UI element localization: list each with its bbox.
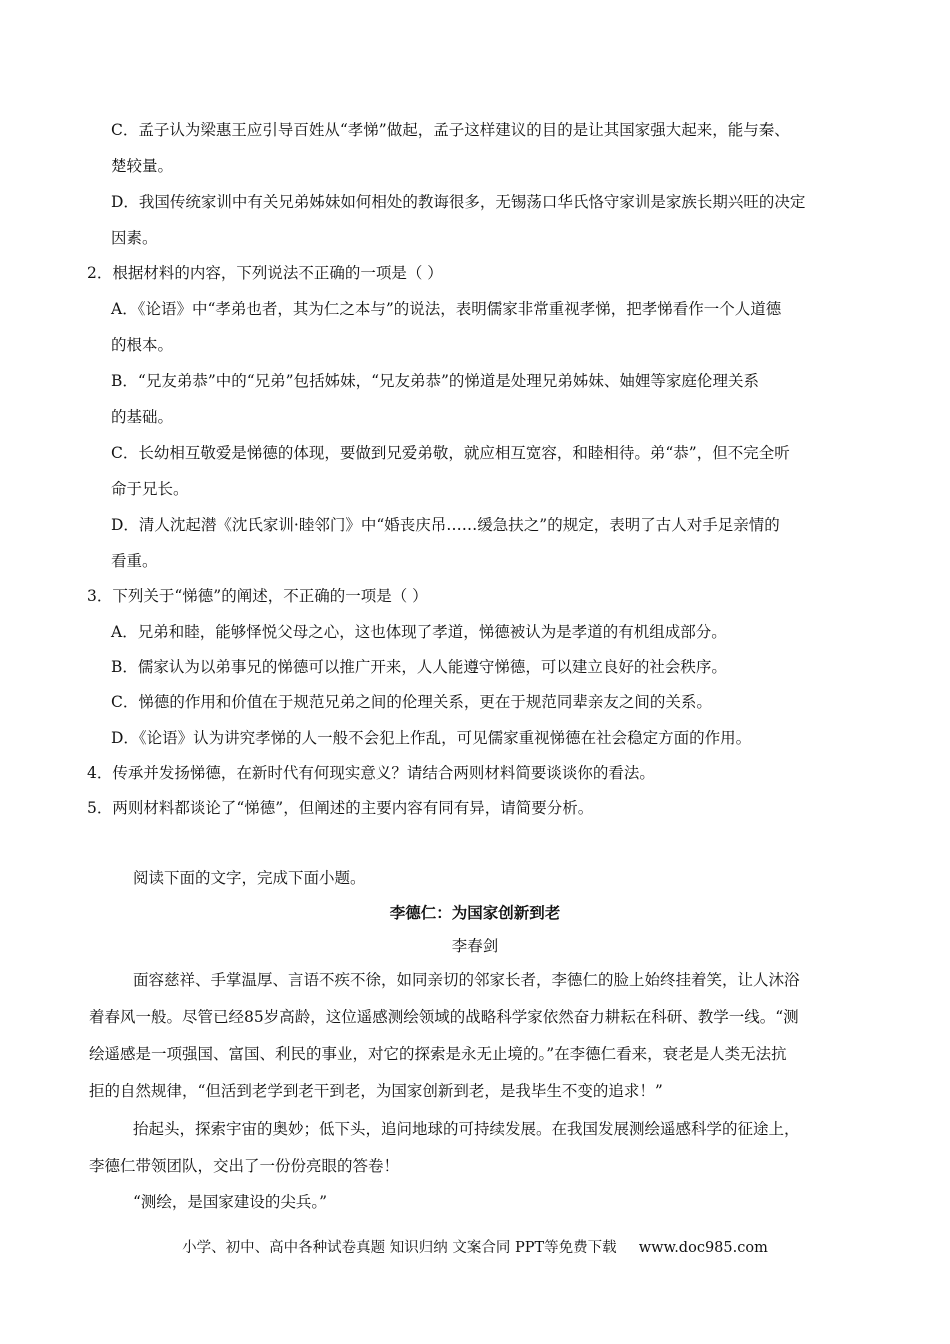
paragraph-1-line-3: 绘遥感是一项强国、富国、利民的事业，对它的探索是永无止境的。”在李德仁看来，衰老是人类无法抗 — [89, 1045, 787, 1063]
paragraph-1-line-2: 着春风一般。尽管已经85岁高龄，这位遥感测绘领域的战略科学家依然奋力耕耘在科研、教学一线。“测 — [89, 1008, 799, 1026]
q1-option-c-cont: 楚较量。 — [111, 157, 174, 175]
q3-stem: 3．下列关于“悌德”的阐述，不正确的一项是（ ） — [87, 587, 428, 605]
article-title: 李德仁：为国家创新到老 — [389, 903, 561, 922]
q2-option-c: C．长幼相互敬爱是悌德的体现，要做到兄爱弟敬，就应相互宽容，和睦相待。弟“恭”，但不完全听 — [111, 444, 790, 462]
q2-stem: 2．根据材料的内容，下列说法不正确的一项是（ ） — [87, 264, 443, 282]
paragraph-2-line-2: 李德仁带领团队，交出了一份份亮眼的答卷！ — [89, 1157, 400, 1175]
q2-option-b: B．“兄友弟恭”中的“兄弟”包括姊妹，“兄友弟恭”的悌道是处理兄弟姊妹、妯娌等家庭伦理关系 — [111, 372, 759, 390]
paragraph-2-line-1: 抬起头，探索宇宙的奥妙；低下头，追问地球的可持续发展。在我国发展测绘遥感科学的征途上， — [133, 1120, 800, 1138]
q3-option-a: A．兄弟和睦，能够怿悦父母之心，这也体现了孝道，悌德被认为是孝道的有机组成部分。 — [111, 623, 727, 641]
q1-option-d: D．我国传统家训中有关兄弟姊妹如何相处的教诲很多，无锡荡口华氏恪守家训是家族长期兴旺的决定 — [111, 193, 806, 211]
page-footer — [0, 1236, 950, 1257]
paragraph-3-line-1: “测绘，是国家建设的尖兵。” — [133, 1193, 328, 1211]
article-author: 李春剑 — [451, 937, 499, 955]
q1-option-c: C．孟子认为梁惠王应引导百姓从“孝悌”做起，孟子这样建议的目的是让其国家强大起来，能与秦、 — [111, 121, 790, 139]
q3-option-c: C．悌德的作用和价值在于规范兄弟之间的伦理关系，更在于规范同辈亲友之间的关系。 — [111, 693, 712, 711]
q3-option-b: B．儒家认为以弟事兄的悌德可以推广开来，人人能遵守悌德，可以建立良好的社会秩序。 — [111, 658, 727, 676]
q2-option-a-cont: 的根本。 — [111, 336, 174, 354]
q1-option-d-cont: 因素。 — [111, 229, 158, 247]
q2-option-d-cont: 看重。 — [111, 552, 158, 570]
q5-stem: 5．两则材料都谈论了“悌德”，但阐述的主要内容有同有异，请简要分析。 — [87, 799, 594, 817]
footer-url[interactable]: www.doc985.com — [638, 1240, 768, 1256]
paragraph-1-line-4: 拒的自然规律，“但活到老学到老干到老，为国家创新到老，是我毕生不变的追求！” — [89, 1082, 663, 1100]
footer-text: 小学、初中、高中各种试卷真题 知识归纳 文案合同 PPT等免费下载 — [182, 1240, 617, 1256]
q2-option-a: A．《论语》中“孝弟也者，其为仁之本与”的说法，表明儒家非常重视孝悌，把孝悌看作一个人道德 — [111, 300, 782, 318]
q4-stem: 4．传承并发扬悌德，在新时代有何现实意义？请结合两则材料简要谈谈你的看法。 — [87, 764, 655, 782]
reading-instruction: 阅读下面的文字，完成下面小题。 — [133, 869, 366, 887]
q3-option-d: D．《论语》认为讲究孝悌的人一般不会犯上作乱，可见儒家重视悌德在社会稳定方面的作用。 — [111, 729, 752, 747]
q2-option-c-cont: 命于兄长。 — [111, 480, 189, 498]
q2-option-b-cont: 的基础。 — [111, 408, 174, 426]
q2-option-d: D．清人沈起潜《沈氏家训·睦邻门》中“婚丧庆吊……缓急扶之”的规定，表明了古人对手足亲情的 — [111, 516, 780, 534]
paragraph-1-line-1: 面容慈祥、手掌温厚、言语不疾不徐，如同亲切的邻家长者，李德仁的脸上始终挂着笑，让人沐浴 — [133, 971, 800, 989]
